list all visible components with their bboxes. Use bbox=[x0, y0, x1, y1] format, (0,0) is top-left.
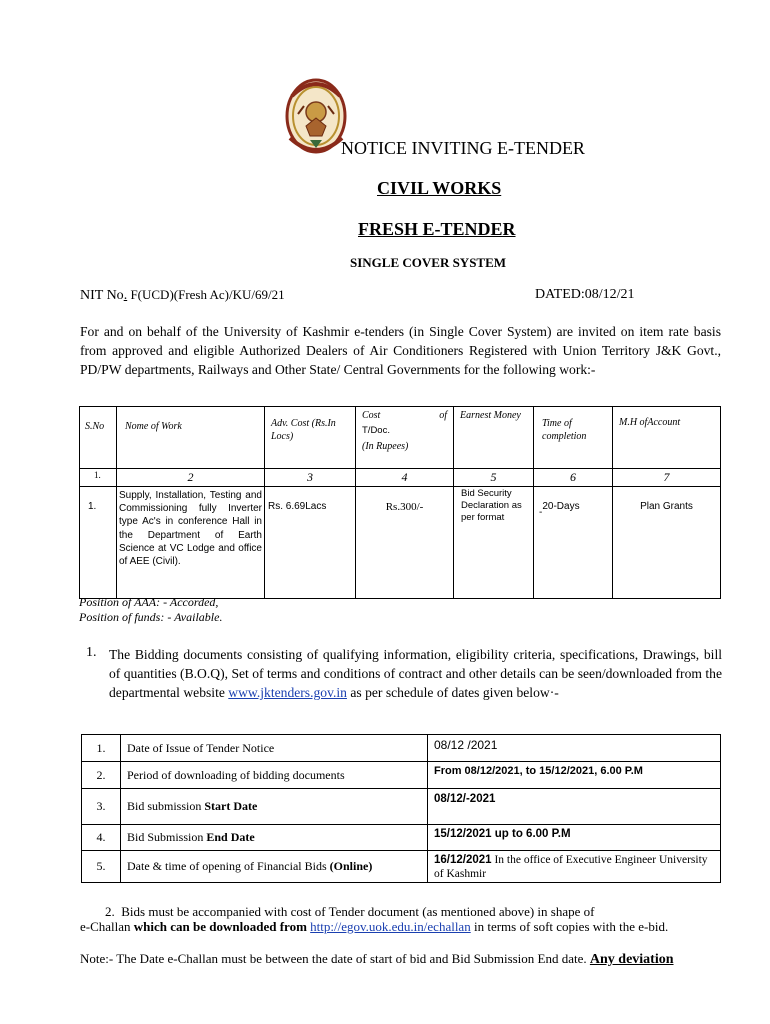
nit-dated: DATED:08/12/21 bbox=[535, 287, 635, 302]
header-cost-tdoc-label: T/Doc. bbox=[362, 425, 390, 436]
col-number-1: 1. bbox=[80, 469, 117, 487]
row-time-value: 20-Days bbox=[542, 501, 580, 512]
point-1-number: 1. bbox=[86, 645, 97, 660]
schedule-desc bbox=[121, 735, 428, 762]
schedule-value: From 08/12/2021, to 15/12/2021, 6.00 P.M bbox=[428, 762, 721, 789]
header-adv-cost: Adv. Cost (Rs.In Locs) bbox=[265, 407, 356, 469]
schedule-no: 4. bbox=[82, 825, 121, 851]
schedule-desc-bold: (Online) bbox=[329, 859, 373, 873]
intro-paragraph: For and on behalf of the University of Kashmir e-tenders (in Single Cover System) are invited on item rate basis from approved and eligible Authorized Dealers of Air Conditioners Registered with Union Territory J&K Govt., PD/PW departments, Railways and Other State/ Central Governments for the following work:- bbox=[80, 324, 721, 377]
col-number-4: 4 bbox=[356, 469, 454, 487]
nit-label: NIT No bbox=[80, 288, 124, 303]
point-2-pre: e-Challan bbox=[80, 919, 134, 934]
position-aaa: Position of AAA: - Accorded, bbox=[79, 595, 219, 609]
point-2-bold: which can be downloaded from bbox=[133, 919, 311, 934]
subtitle-single-cover: SINGLE COVER SYSTEM bbox=[350, 255, 507, 270]
work-table-number-row bbox=[80, 469, 721, 487]
work-table-row bbox=[80, 487, 721, 599]
schedule-value-date: 16/12/2021 bbox=[434, 854, 492, 866]
note-bold: Any deviation bbox=[589, 952, 674, 967]
point-2-line2 bbox=[80, 919, 668, 935]
schedule-desc-bold: Start Date bbox=[204, 799, 258, 813]
schedule-value: 15/12/2021 up to 6.00 P.M bbox=[428, 825, 721, 851]
row-time-dash: - bbox=[539, 507, 543, 518]
page-title: NOTICE INVITING E-TENDER bbox=[341, 138, 585, 158]
point-1-body: The Bidding documents consisting of qualifying information, eligibility criteria, specifications, Drawings, bill of quantities (B.O.Q), Set of terms and conditions of contract and other details can be seen/downloaded from the departmental website bbox=[109, 647, 722, 700]
schedule-value-tail: In the office of Executive Engineer University of Kashmir bbox=[434, 854, 708, 880]
schedule-row bbox=[82, 825, 721, 851]
note-line bbox=[80, 951, 674, 968]
note-text: Note:- The Date e-Challan must be between the date of start of bid and Bid Submission End date. bbox=[80, 951, 590, 966]
row-name-of-work: Supply, Installation, Testing and Commissioning fully Inverter type Ac's in conference Hall in the Department of Earth Science at VC Lodge and office of AEE (Civil). bbox=[117, 487, 265, 599]
col-number-5: 5 bbox=[454, 469, 534, 487]
point-2-number: 2. bbox=[105, 904, 115, 919]
header-cost-tdoc bbox=[356, 407, 454, 469]
schedule-desc-text: Bid submission bbox=[127, 799, 205, 813]
schedule-desc-text: Date of Issue of Tender Notice bbox=[127, 740, 275, 755]
header-name-of-work: Nome of Work bbox=[117, 407, 265, 469]
col-number-7: 7 bbox=[613, 469, 721, 487]
point-2-line1 bbox=[105, 904, 594, 920]
row-mh-account: Plan Grants bbox=[613, 487, 721, 599]
schedule-no: 3. bbox=[82, 789, 121, 825]
schedule-value: 08/12/-2021 bbox=[428, 789, 721, 825]
schedule-value bbox=[428, 851, 721, 883]
nit-value: F(UCD)(Fresh Ac)/KU/69/21 bbox=[127, 287, 285, 302]
echallan-link[interactable]: http://egov.uok.edu.in/echallan bbox=[310, 919, 471, 934]
col-number-6: 6 bbox=[534, 469, 613, 487]
schedule-desc bbox=[121, 762, 428, 789]
point-2-text: Bids must be accompanied with cost of Tender document (as mentioned above) in shape of bbox=[121, 904, 595, 919]
schedule-desc bbox=[121, 851, 428, 883]
schedule-no: 1. bbox=[82, 735, 121, 762]
nit-separator: . bbox=[123, 288, 128, 303]
header-cost-of: of bbox=[439, 410, 447, 421]
point-1-text bbox=[109, 645, 722, 702]
position-funds: Position of funds: - Available. bbox=[79, 610, 223, 624]
schedule-value: 08/12 /2021 bbox=[428, 735, 721, 762]
row-sno: 1. bbox=[80, 487, 117, 599]
point-2-post: in terms of soft copies with the e-bid. bbox=[470, 919, 669, 934]
point-1-tail: as per schedule of dates given below·- bbox=[346, 685, 559, 700]
row-adv-cost: Rs. 6.69Lacs bbox=[265, 487, 356, 599]
subtitle-civil-works: CIVIL WORKS bbox=[377, 178, 502, 198]
header-earnest-money: Earnest Money bbox=[454, 407, 534, 469]
col-number-3: 3 bbox=[265, 469, 356, 487]
schedule-desc bbox=[121, 825, 428, 851]
schedule-row bbox=[82, 789, 721, 825]
row-cost-tdoc: Rs.300/- bbox=[356, 487, 454, 599]
schedule-row bbox=[82, 735, 721, 762]
schedule-table bbox=[81, 734, 721, 883]
schedule-row bbox=[82, 762, 721, 789]
header-sno: S.No bbox=[80, 407, 117, 469]
jktenders-link[interactable]: www.jktenders.gov.in bbox=[228, 685, 347, 700]
row-time-of-completion bbox=[534, 487, 613, 599]
header-cost-label: Cost bbox=[362, 410, 381, 421]
header-cost-rupees: (In Rupees) bbox=[362, 441, 409, 452]
nit-number bbox=[80, 287, 285, 304]
col-number-2: 2 bbox=[117, 469, 265, 487]
schedule-row bbox=[82, 851, 721, 883]
work-table bbox=[79, 406, 721, 599]
schedule-desc-bold: End Date bbox=[206, 830, 255, 844]
subtitle-fresh-tender: FRESH E-TENDER bbox=[358, 219, 516, 239]
row-earnest-money: Bid Security Declaration as per format bbox=[454, 487, 534, 599]
work-table-header-row bbox=[80, 407, 721, 469]
schedule-desc-text: Date & time of opening of Financial Bids bbox=[127, 859, 330, 873]
schedule-no: 2. bbox=[82, 762, 121, 789]
schedule-no: 5. bbox=[82, 851, 121, 883]
header-time-of-completion: Time of completion bbox=[534, 407, 613, 469]
schedule-desc bbox=[121, 789, 428, 825]
schedule-desc-text: Bid Submission bbox=[127, 830, 207, 844]
schedule-desc-text: Period of downloading of bidding documents bbox=[127, 767, 345, 782]
university-seal bbox=[284, 76, 348, 158]
header-mh-account: M.H ofAccount bbox=[613, 407, 721, 469]
